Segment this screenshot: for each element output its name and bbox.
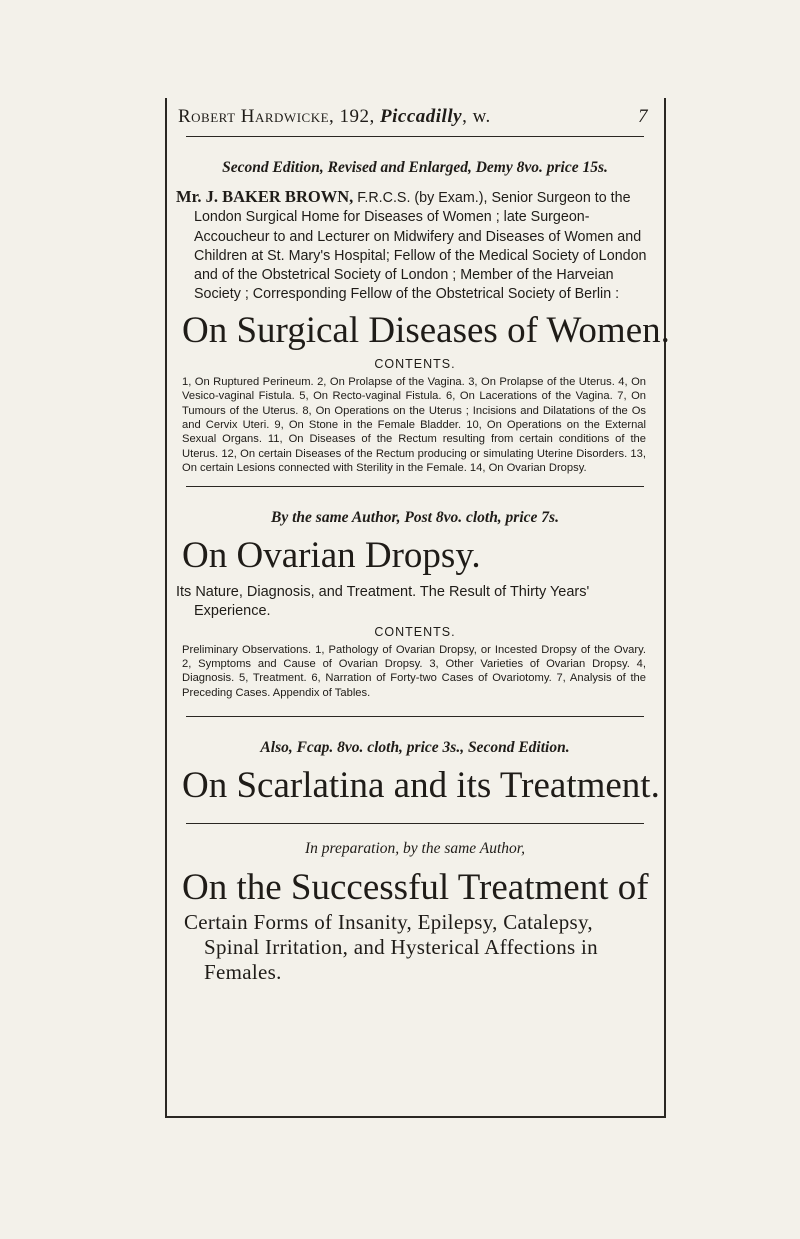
book1-edition: Second Edition, Revised and Enlarged, Demy 8vo. price 15s.	[222, 159, 608, 176]
book2-subtitle: Its Nature, Diagnosis, and Treatment. The Result of Thirty Years' Experience.	[176, 583, 590, 619]
publisher-name: Robert Hardwicke, 192,	[178, 106, 381, 127]
book4-subtitle: Certain Forms of Insanity, Epilepsy, Catalepsy, Spinal Irritation, and Hysterical Affections in Females.	[184, 910, 598, 985]
book1-title: On Surgical Diseases of Women.	[182, 309, 670, 351]
section-rule-3	[186, 823, 644, 824]
publisher-street: Piccadilly	[380, 106, 463, 127]
book4-title: On the Successful Treatment of	[182, 867, 649, 909]
book1-author-paragraph	[176, 187, 648, 305]
book3-byline: Also, Fcap. 8vo. cloth, price 3s., Second Edition.	[260, 739, 570, 757]
book2-contents: Preliminary Observations. 1, Pathology of Ovarian Dropsy, or Incested Dropsy of the Ovary. 2, Symptoms and Cause of Ovarian Dropsy. 3, Other Varieties of Ovarian Dropsy. 4, Diagnosis. 5, Treatment. 6, Narration of Forty-two Cases of Ovariotomy. 7, Analysis of the Preceding Cases. Appendix of Tables.	[182, 643, 646, 699]
publisher-line	[178, 106, 491, 128]
publisher-district: , w.	[462, 106, 491, 127]
author-description: F.R.C.S. (by Exam.), Senior Surgeon to the London Surgical Home for Diseases of Women ; late Surgeon-Accoucheur to and Lecturer on Midwifery and Diseases of Women and Children at St. Mary's Hospital; Fellow of the Medical Society of London and of the Obstetrical Society of London ; Member of the Harveian Society ; Corresponding Fellow of the Obstetrical Society of Berlin :	[194, 190, 647, 303]
page-number: 7	[638, 106, 648, 127]
book4-byline: In preparation, by the same Author,	[305, 840, 525, 858]
book2-byline: By the same Author, Post 8vo. cloth, price 7s.	[271, 508, 559, 526]
book1-contents-heading: CONTENTS.	[374, 356, 456, 371]
section-rule-1	[186, 486, 644, 487]
book1-contents: 1, On Ruptured Perineum. 2, On Prolapse of the Vagina. 3, On Prolapse of the Uterus. 4, On Vesico-vaginal Fistula. 5, On Recto-vaginal Fistula. 6, On Lacerations of the Vagina. 7, On Tumours of the Uterus. 8, On Operations on the Uterus ; Incisions and Dilatations of the Os and Cervix Uteri. 9, On Stone in the Female Bladder. 10, On Operations on the External Sexual Organs. 11, On Diseases of the Rectum resulting from certain conditions of the Uterus. 12, On certain Diseases of the Rectum producing or simulating Uterine Disorders. 13, On certain Lesions connected with Sterility in the Female. 14, On Ovarian Dropsy.	[182, 375, 646, 475]
section-rule-2	[186, 716, 644, 717]
header-rule	[186, 136, 644, 137]
running-head	[168, 98, 662, 136]
author-name: Mr. J. BAKER BROWN,	[176, 187, 354, 206]
book2-contents-heading: CONTENTS.	[374, 624, 456, 639]
book3-title: On Scarlatina and its Treatment.	[182, 765, 660, 807]
advertisement-page	[168, 98, 670, 985]
book2-title: On Ovarian Dropsy.	[182, 534, 481, 576]
